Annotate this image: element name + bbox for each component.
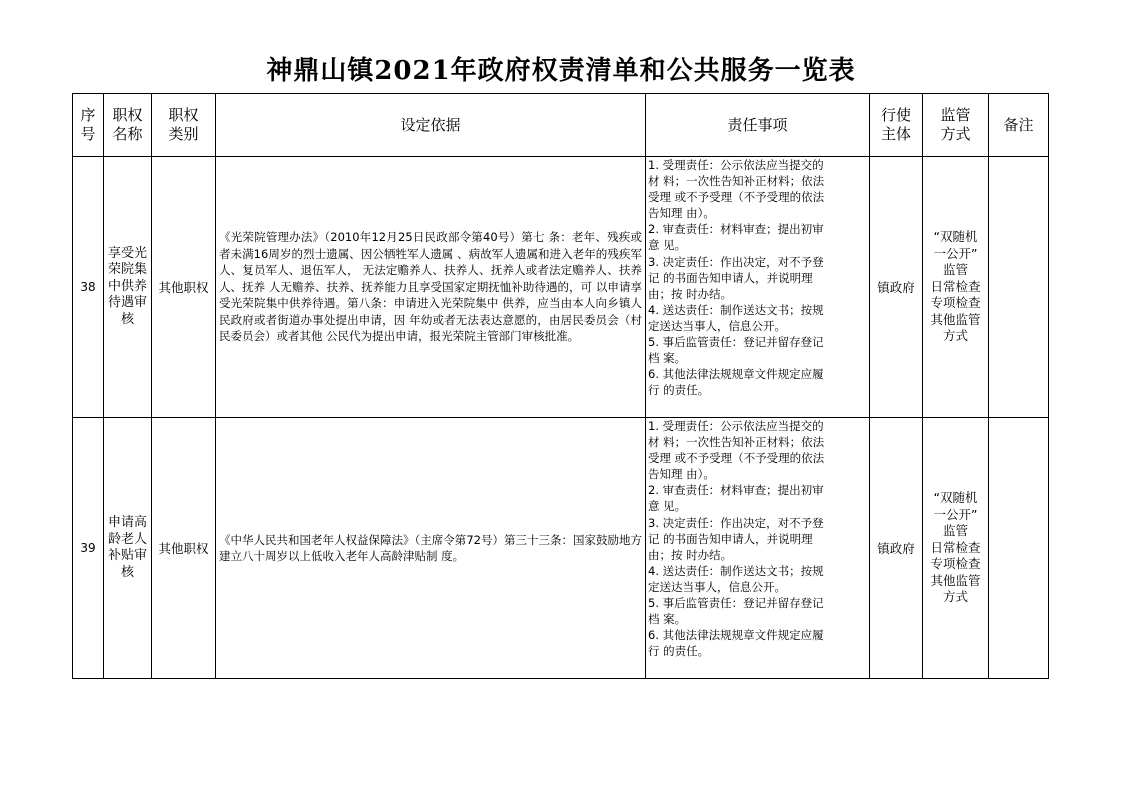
legal-basis: 《中华人民共和国老年人权益保障法》（主席令第72号）第三十三条：国家鼓励地方建立八十周岁以上低收入老年人高龄津贴制 度。 [216,418,646,679]
power-list-table [72,93,1049,679]
note-cell [989,418,1049,679]
header-type: 职权 类别 [152,94,216,157]
header-supervision: 监管 方式 [923,94,989,157]
header-basis: 设定依据 [216,94,646,157]
responsibility-items: 1. 受理责任：公示依法应当提交的 材 料；一次性告知补正材料；依法 受理 或不予受理（不予受理的依法 告知理 由）。 2. 审查责任：材料审查；提出初审 意 见。 3. 决定责任：作出决定，对不予登 记 的书面告知申请人，并说明理 由；按 时办结。 4. 送达责任：制作送达文书；按规 定送达当事人，信息公开。 5. 事后监管责任：登记并留存登记 档 案。 6. 其他法律法规规章文件规定应履 行 的责任。 [646,157,870,418]
responsibility-items: 1. 受理责任：公示依法应当提交的 材 料；一次性告知补正材料；依法 受理 或不予受理（不予受理的依法 告知理 由）。 2. 审查责任：材料审查；提出初审 意 见。 3. 决定责任：作出决定，对不予登 记 的书面告知申请人，并说明理 由；按 时办结。 4. 送达责任：制作送达文书；按规 定送达当事人，信息公开。 5. 事后监管责任：登记并留存登记 档 案。 6. 其他法律法规规章文件规定应履 行 的责任。 [646,418,870,679]
header-note: 备注 [989,94,1049,157]
supervision-method: “双随机 一公开” 监管 日常检查 专项检查 其他监管 方式 [923,157,989,418]
legal-basis: 《光荣院管理办法》（2010年12月25日民政部令第40号）第七 条：老年、残疾或者未满16周岁的烈士遗属、因公牺牲军人遗属 、病故军人遗属和进入老年的残疾军人、复员军人、退伍军人， 无法定赡养人、扶养人、抚养人或者法定赡养人、扶养人、抚养 人无赡养、扶养、抚养能力且享受国家定期抚恤补助待遇的，可 以申请享受光荣院集中供养待遇。第八条：申请进入光荣院集中 供养，应当由本人向乡镇人民政府或者街道办事处提出申请，因 年幼或者无法表达意愿的，由居民委员会（村民委员会）或者其他 公民代为提出申请，报光荣院主管部门审核批准。 [216,157,646,418]
executing-body: 镇政府 [870,157,923,418]
header-name: 职权 名称 [104,94,152,157]
power-type: 其他职权 [152,418,216,679]
header-responsibility: 责任事项 [646,94,870,157]
supervision-method: “双随机 一公开” 监管 日常检查 专项检查 其他监管 方式 [923,418,989,679]
row-number: 38 [73,157,104,418]
power-name: 享受光 荣院集 中供养 待遇审 核 [104,157,152,418]
table-row [73,418,1049,679]
table-header-row [73,94,1049,157]
row-number: 39 [73,418,104,679]
note-cell [989,157,1049,418]
header-no: 序 号 [73,94,104,157]
executing-body: 镇政府 [870,418,923,679]
power-type: 其他职权 [152,157,216,418]
page-title: 神鼎山镇2021年政府权责清单和公共服务一览表 [266,56,856,86]
header-body: 行使 主体 [870,94,923,157]
power-name: 申请高 龄老人 补贴审 核 [104,418,152,679]
table-row [73,157,1049,418]
